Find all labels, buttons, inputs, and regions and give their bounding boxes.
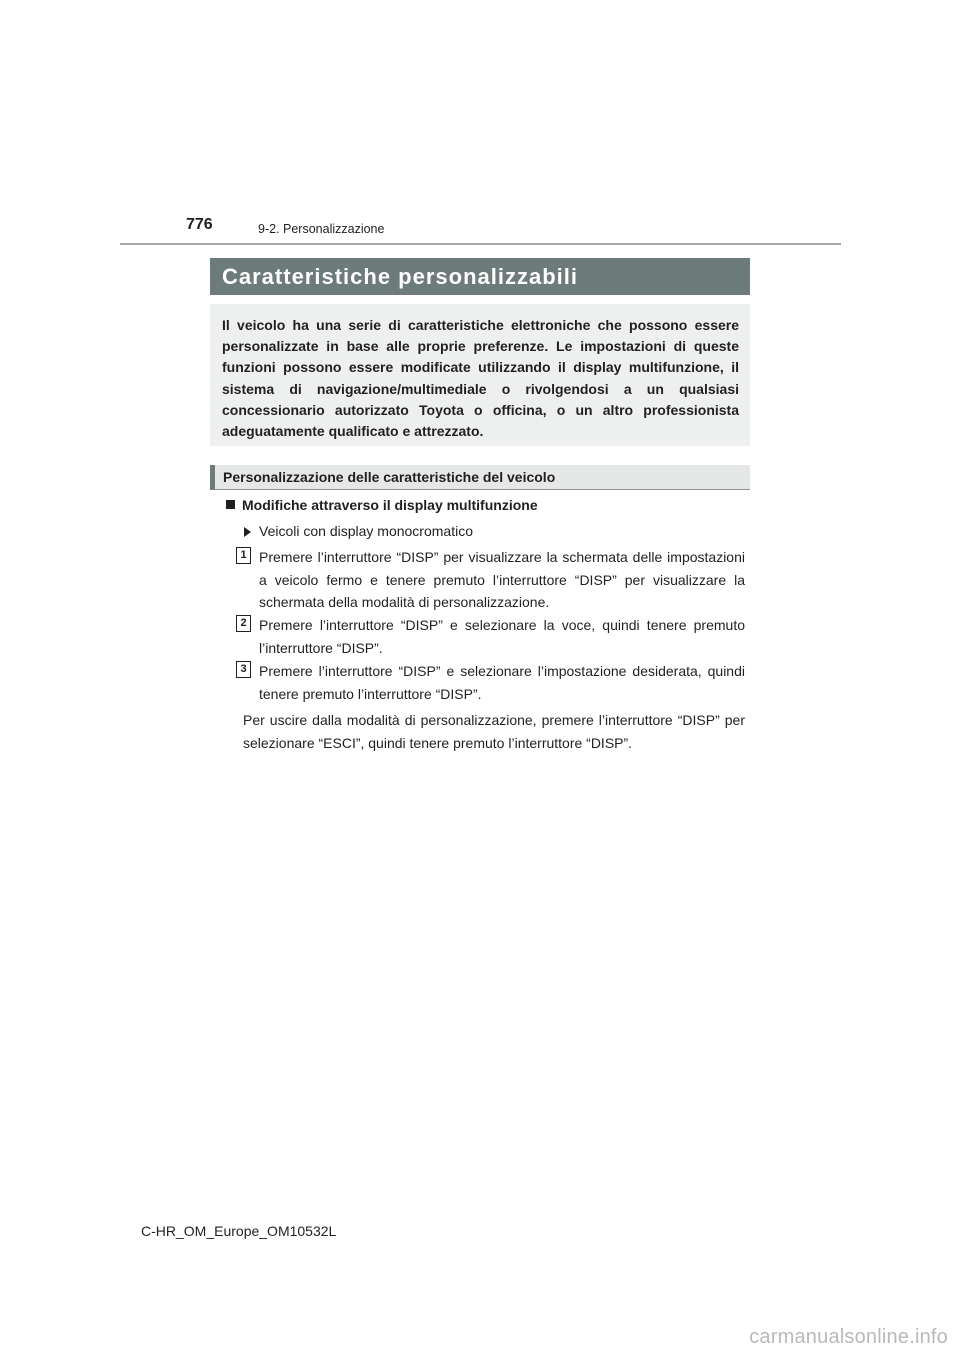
sub-heading xyxy=(244,523,473,539)
step-text-3: Premere l’interruttore “DISP” e selezionare l’impostazione desiderata, quindi tenere premuto l’interruttore “DISP”. xyxy=(259,663,745,702)
footer-doc-code: C-HR_OM_Europe_OM10532L xyxy=(141,1223,337,1239)
step-number-1: 1 xyxy=(236,547,251,564)
square-bullet-icon xyxy=(226,500,235,509)
step-text-2: Premere l’interruttore “DISP” e selezionare la voce, quindi tenere premuto l’interruttore “DISP”. xyxy=(259,617,745,656)
exit-note: Per uscire dalla modalità di personalizzazione, premere l’interruttore “DISP” per selezionare “ESCI”, quindi tenere premuto l’interruttore “DISP”. xyxy=(243,712,745,751)
section-heading-text: Modifiche attraverso il display multifunzione xyxy=(242,497,538,513)
step-number-2: 2 xyxy=(236,615,251,632)
intro-box xyxy=(210,304,750,446)
intro-text: Il veicolo ha una serie di caratteristiche elettroniche che possono essere personalizzate in base alle proprie preferenze. Le impostazioni di queste funzioni possono essere modificate utilizzando il display multifunzione, il sistema di navigazione/multimediale o rivolgendosi a un qualsiasi concessionario autorizzato Toyota o officina, o un altro professionista adeguatamente qualificato e attrezzato. xyxy=(222,317,739,440)
subsection-bar xyxy=(210,465,750,490)
triangle-bullet-icon xyxy=(244,527,251,537)
section-heading xyxy=(226,497,538,513)
page-title: Caratteristiche personalizzabili xyxy=(222,263,578,289)
header-divider xyxy=(120,243,841,245)
step-text-1: Premere l’interruttore “DISP” per visualizzare la schermata delle impostazioni a veicolo fermo e tenere premuto l’interruttore “DISP” per visualizzare la schermata della modalità di personalizzazione. xyxy=(259,549,745,610)
page-number: 776 xyxy=(186,216,213,233)
title-bar xyxy=(210,258,750,295)
subsection-title: Personalizzazione delle caratteristiche del veicolo xyxy=(223,469,556,485)
sub-heading-text: Veicoli con display monocromatico xyxy=(259,523,473,539)
section-reference: 9-2. Personalizzazione xyxy=(258,222,385,236)
watermark: carmanualsonline.info xyxy=(749,1326,948,1348)
step-number-3: 3 xyxy=(236,661,251,678)
